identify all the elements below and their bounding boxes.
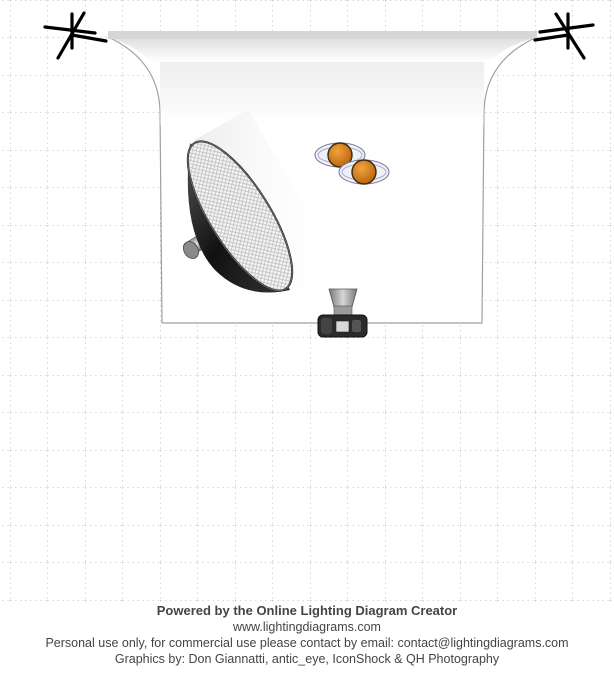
footer-credits: Graphics by: Don Giannatti, antic_eye, IconShock & QH Photography: [114, 652, 500, 666]
footer: [0, 603, 614, 667]
backdrop-sweep: [108, 31, 537, 323]
footer-website-link[interactable]: www.lightingdiagrams.com: [233, 620, 381, 634]
orange-icon: [339, 160, 389, 184]
footer-powered-by: Powered by the Online Lighting Diagram Creator: [156, 603, 458, 618]
footer-license: Personal use only, for commercial use please contact by email: contact@lightingdiagrams.com: [45, 636, 569, 650]
